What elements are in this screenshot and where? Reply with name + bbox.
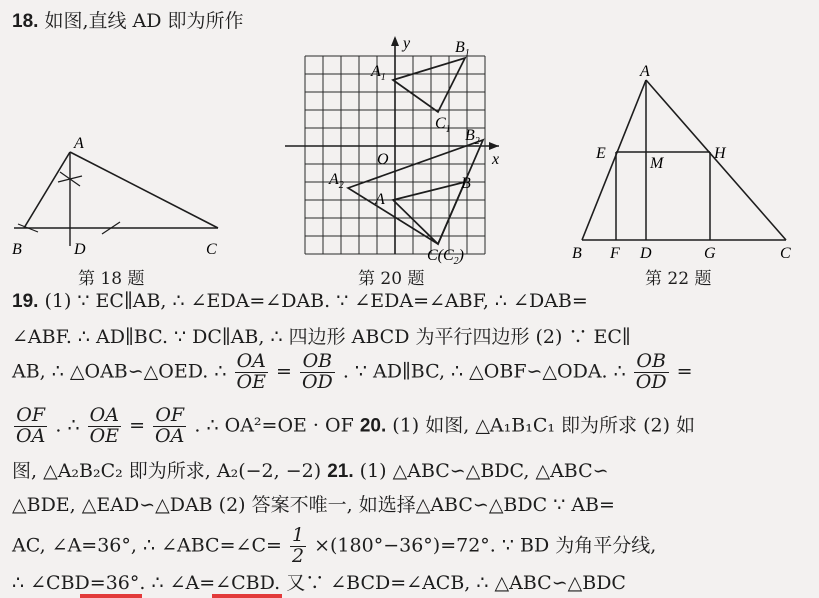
solution-text-1: (1) ∵ EC∥AB, ∴ ∠EDA=∠DAB. ∵ ∠EDA=∠ABF, ∴ ∠DAB= bbox=[44, 290, 588, 312]
fraction-of-oa-2: $\frac{OF}{OA}$ bbox=[155, 404, 185, 447]
solution-line-6 bbox=[12, 490, 615, 517]
fraction-oa-oe-2: $\frac{OA}{OE}$ bbox=[89, 404, 120, 447]
solution-text-6: △BDE, △EAD∽△DAB (2) 答案不唯一, 如选择△ABC∽△BDC ∵ AB= bbox=[12, 494, 615, 516]
solution-line-5 bbox=[12, 456, 609, 483]
solution-text-8: ∴ ∠CBD=36°. ∴ ∠A=∠CBD. 又∵ ∠BCD=∠ACB, ∴ △ABC∽△BDC bbox=[12, 572, 626, 594]
fig22-label-B: B bbox=[572, 245, 582, 262]
fraction-ob-od-2: $\frac{OB}{OD}$ bbox=[635, 350, 667, 393]
q20-number: 20. bbox=[359, 415, 387, 437]
figure-18 bbox=[8, 130, 238, 260]
fig18-label-B: B bbox=[12, 241, 22, 258]
fig22-label-H: H bbox=[714, 145, 726, 162]
solution-text-7a: AC, ∠A=36°, ∴ ∠ABC=∠C= bbox=[12, 534, 282, 557]
solution-line-4 bbox=[12, 406, 695, 447]
fig20-label-B1: $B_1$ bbox=[455, 39, 470, 59]
fig22-label-F: F bbox=[610, 245, 620, 262]
equals-sign: = bbox=[276, 360, 292, 383]
red-highlight-marks bbox=[0, 594, 819, 598]
fig22-caption: 第 22 题 bbox=[645, 269, 712, 289]
fig22-label-M: M bbox=[650, 155, 664, 172]
fig20-label-C1: $C_1$ bbox=[435, 115, 451, 135]
red-mark-1 bbox=[80, 594, 142, 598]
fig18-label-C: C bbox=[206, 241, 217, 258]
fraction-one-half: $\frac{1}{2}$ bbox=[291, 524, 305, 567]
solution-text-3c: = bbox=[676, 360, 693, 383]
q21-number: 21. bbox=[327, 461, 354, 482]
fig20-label-B2: $B_2$ bbox=[465, 127, 480, 147]
solution-text-4c: (1) 如图, △A₁B₁C₁ 即为所求 (2) 如 bbox=[392, 414, 696, 437]
fig18-label-D: D bbox=[74, 241, 86, 258]
fig20-caption: 第 20 题 bbox=[358, 269, 425, 289]
fig20-label-A2: $A_2$ bbox=[329, 171, 344, 191]
fig22-label-C: C bbox=[780, 245, 791, 262]
fig20-label-O: O bbox=[377, 151, 389, 168]
fig20-label-B: B bbox=[461, 175, 471, 192]
solution-line-8 bbox=[12, 568, 626, 595]
solution-text-2: ∠ABF. ∴ AD∥BC. ∵ DC∥AB, ∴ 四边形 ABCD 为平行四边形 (2) ∵ EC∥ bbox=[12, 326, 631, 348]
solution-text-5b: (1) △ABC∽△BDC, △ABC∽ bbox=[359, 460, 609, 482]
equals-sign-2: = bbox=[129, 414, 145, 437]
fraction-ob-od: $\frac{OB}{OD}$ bbox=[301, 350, 333, 393]
fig20-label-y: y bbox=[403, 35, 411, 52]
fig22-label-G: G bbox=[704, 245, 716, 262]
q18-text: 如图,直线 AD 即为所作 bbox=[44, 10, 244, 32]
solution-text-4a: . ∴ bbox=[55, 414, 86, 437]
q18-number: 18. bbox=[12, 11, 39, 32]
red-mark-2 bbox=[212, 594, 282, 598]
q19-number: 19. bbox=[12, 291, 39, 312]
solution-text-7b: ×(180°−36°)=72°. ∵ BD 为角平分线, bbox=[314, 534, 657, 557]
solution-line-3 bbox=[12, 352, 693, 393]
fraction-of-oa: $\frac{OF}{OA}$ bbox=[16, 404, 46, 447]
figure-22 bbox=[566, 62, 806, 262]
fig22-label-E: E bbox=[596, 145, 606, 162]
fig20-label-C: $C(C_2)$ bbox=[427, 247, 464, 264]
solution-text-3b: . ∵ AD∥BC, ∴ △OBF∽△ODA. ∴ bbox=[342, 360, 632, 383]
solution-text-3a: AB, ∴ △OAB∽△OED. ∴ bbox=[12, 360, 233, 383]
solution-text-4b: . ∴ OA²=OE · OF bbox=[194, 414, 360, 437]
fig18-caption: 第 18 题 bbox=[78, 269, 145, 289]
fig22-label-D: D bbox=[640, 245, 652, 262]
fig18-label-A: A bbox=[74, 135, 84, 152]
fig20-label-x: x bbox=[492, 151, 500, 168]
solution-line-2 bbox=[12, 322, 631, 349]
figure-20 bbox=[285, 32, 515, 264]
solution-text-5a: 图, △A₂B₂C₂ 即为所求, A₂(−2, −2) bbox=[12, 460, 328, 482]
solution-line-1 bbox=[12, 290, 588, 313]
fraction-oa-oe: $\frac{OA}{OE}$ bbox=[236, 350, 266, 393]
fig22-label-A: A bbox=[640, 63, 650, 80]
solution-line-7 bbox=[12, 526, 656, 567]
fig20-label-A: A bbox=[375, 191, 385, 208]
fig20-label-A1: $A_1$ bbox=[371, 63, 386, 83]
q18-line bbox=[12, 6, 244, 33]
